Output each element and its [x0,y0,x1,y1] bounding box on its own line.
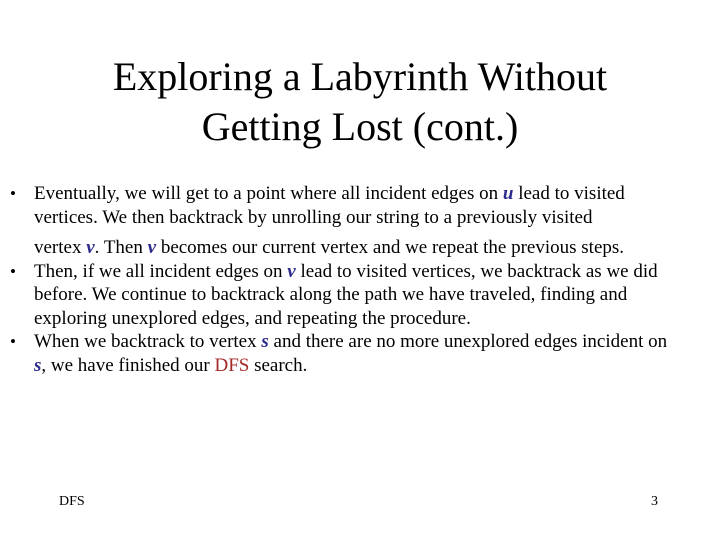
slide-number: 3 [651,494,658,509]
bullet-icon: • [10,261,16,281]
variable-v: v [86,237,95,258]
footer-label: DFS [59,494,85,509]
bullet-item-2 [0,260,674,331]
bullet-icon: • [10,332,16,351]
bullet-icon: • [10,184,16,203]
bullet-2-text-a: Then, if we all incident edges on [34,260,288,282]
slide-title [0,52,720,152]
variable-u: u [502,183,514,204]
bullet-item-1 [0,182,674,260]
bullet-3-text-b: and there are no more unexplored edges incident on [268,331,668,352]
bullet-3-text-d: search. [249,354,308,376]
bullet-1-first-part [34,182,674,229]
bullet-text-2 [34,260,674,331]
bullet-3-text-a: When we backtrack to vertex [34,331,262,352]
bullet-list [0,182,720,377]
slide-title-line-1: Exploring a Labyrinth Without [112,54,608,99]
bullet-text-3 [34,330,674,377]
bullet-3-text-c: , we have finished our [41,354,215,376]
bullet-1-text-e: becomes our current vertex and we repeat the previous steps. [156,237,625,258]
bullet-item-3 [0,330,674,377]
dfs-link[interactable]: DFS [214,354,250,376]
variable-s: s [34,354,42,376]
bullet-1-text-d: . Then [94,237,148,258]
bullet-text-1 [34,182,674,260]
variable-v: v [147,237,157,258]
bullet-1-second-part [34,236,674,260]
bullet-1-text-b: lead to visited vertices. We then backtrack by unrolling our string to a previously visited [34,183,625,228]
variable-s: s [261,331,269,352]
bullet-1-text-c: vertex [34,237,87,258]
slide-title-line-2: Getting Lost (cont.) [201,104,519,149]
variable-v: v [287,260,296,282]
bullet-2-text-b: lead to visited vertices, we backtrack as we did before. We continue to backtrack along the path we have traveled, finding and exploring unexplored edges, and repeating the procedure. [34,260,658,329]
bullet-1-text-a: Eventually, we will get to a point where all incident edges on [34,183,503,204]
